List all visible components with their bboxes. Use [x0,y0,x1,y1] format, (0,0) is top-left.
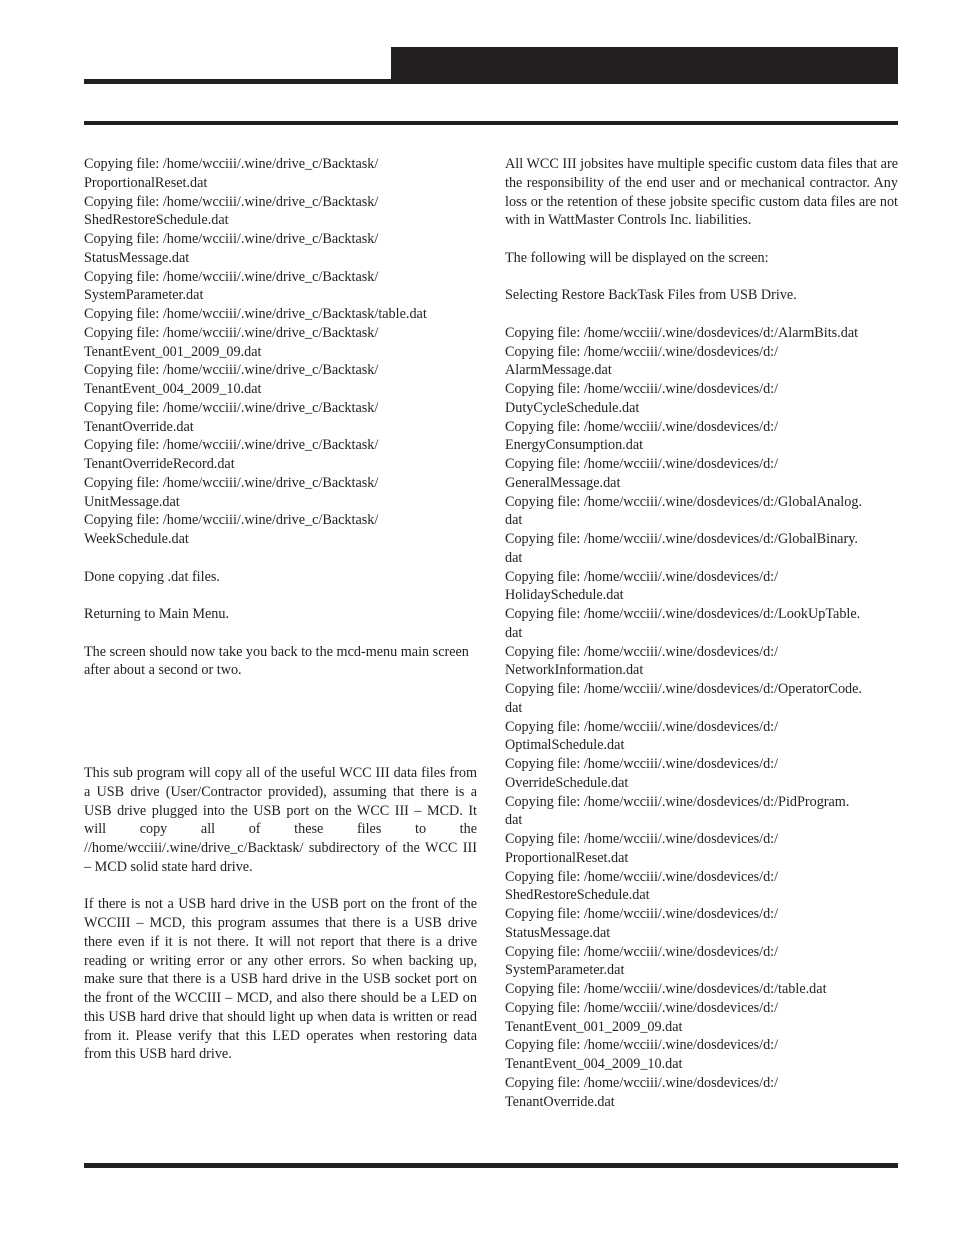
copy-log-line: Copying file: /home/wcciii/.wine/drive_c/Backtask/ [84,362,379,379]
footer-rule [84,1163,898,1168]
copy-log-line: dat [505,624,523,641]
backtask-copy-log [84,155,477,549]
copy-log-line: Copying file: /home/wcciii/.wine/dosdevices/d:/OperatorCode. [505,681,862,697]
copy-log-line: DutyCycleSchedule.dat [505,399,640,416]
copy-log-line: Copying file: /home/wcciii/.wine/dosdevices/d:/ [505,418,779,435]
copy-log-line: Copying file: /home/wcciii/.wine/drive_c/Backtask/ [84,474,379,491]
copy-log-line: ShedRestoreSchedule.dat [84,212,229,229]
header-bar [391,47,898,81]
copy-log-line: dat [505,699,523,716]
copy-log-line: Copying file: /home/wcciii/.wine/drive_c/Backtask/table.dat [84,306,427,322]
returning-text: Returning to Main Menu. [84,606,230,622]
copy-log-line: ShedRestoreSchedule.dat [505,887,650,904]
copy-log-line: Copying file: /home/wcciii/.wine/dosdevices/d:/ [505,999,779,1016]
copy-log-line: SystemParameter.dat [505,962,625,979]
copy-log-line: Copying file: /home/wcciii/.wine/dosdevices/d:/table.dat [505,981,827,997]
copy-log-line: UnitMessage.dat [84,493,180,510]
copy-log-line: WeekSchedule.dat [84,531,189,547]
copy-log-line: Copying file: /home/wcciii/.wine/drive_c/Backtask/ [84,437,379,454]
screen-note-paragraph: The screen should now take you back to the mcd-menu main screen after about a second or two. [84,643,469,679]
copy-log-line: Copying file: /home/wcciii/.wine/dosdevices/d:/GlobalAnalog. [505,493,862,510]
copy-log-line: TenantEvent_001_2009_09.dat [505,1018,683,1035]
copy-log-line: TenantOverride.dat [84,418,194,435]
copy-log-line: Copying file: /home/wcciii/.wine/drive_c/Backtask/ [84,156,379,172]
sub-program-paragraph: This sub program will copy all of the useful WCC III data files from a USB drive (User/Contractor provided), assuming that there is a USB drive plugged into the USB port on the WCC III – MCD. It will copy all of these files to the //home/wcciii/.wine/drive_c/Backtask/ subdirectory of the WCC III – MCD solid state hard drive. [84,765,477,875]
copy-log-line: GeneralMessage.dat [505,474,621,491]
copy-log-line: Copying file: /home/wcciii/.wine/dosdevices/d:/ [505,906,779,922]
copy-log-line: NetworkInformation.dat [505,662,644,679]
copy-log-line: Copying file: /home/wcciii/.wine/dosdevices/d:/ [505,756,779,772]
copy-log-line: Copying file: /home/wcciii/.wine/dosdevices/d:/ [505,1074,779,1091]
copy-log-line: Copying file: /home/wcciii/.wine/dosdevices/d:/LookUpTable. [505,606,861,622]
copy-log-line: TenantEvent_004_2009_10.dat [505,1056,683,1072]
copy-log-line: Copying file: /home/wcciii/.wine/dosdevices/d:/ [505,718,779,735]
copy-log-line: StatusMessage.dat [84,249,190,266]
right-column [505,155,898,1111]
copy-log-line: Copying file: /home/wcciii/.wine/dosdevices/d:/ [505,568,779,585]
usb-warning-paragraph: If there is not a USB hard drive in the USB port on the front of the WCCIII – MCD, this program assumes that there is a USB drive there even if it is not there. It will not report that there is a drive reading or writing error or any other errors. So when backing up, make sure that there is a USB hard drive in the USB socket port on the front of the WCCIII – MCD, and also there should be a LED on this USB hard drive that should light up when data is written or read from it. Please verify that this LED operates when restoring data from this USB hard drive. [84,896,477,1063]
copy-log-line: dat [505,512,523,529]
copy-log-line: Copying file: /home/wcciii/.wine/drive_c/Backtask/ [84,193,379,210]
copy-log-line: Copying file: /home/wcciii/.wine/drive_c/Backtask/ [84,231,379,247]
copy-log-line: StatusMessage.dat [505,924,611,941]
copy-log-line: TenantOverrideRecord.dat [84,456,235,472]
copy-log-line: Copying file: /home/wcciii/.wine/dosdevices/d:/ [505,868,779,885]
copy-log-line: Copying file: /home/wcciii/.wine/dosdevices/d:/ [505,831,779,847]
copy-log-line: Copying file: /home/wcciii/.wine/drive_c/Backtask/ [84,324,379,341]
copy-log-line: Copying file: /home/wcciii/.wine/drive_c/Backtask/ [84,512,379,529]
copy-log-line: Copying file: /home/wcciii/.wine/dosdevices/d:/AlarmBits.dat [505,324,859,341]
copy-log-line: Copying file: /home/wcciii/.wine/dosdevices/d:/ [505,643,779,660]
header-rule [84,79,898,84]
copy-log-line: Copying file: /home/wcciii/.wine/dosdevices/d:/ [505,1037,779,1054]
copy-log-line: EnergyConsumption.dat [505,437,644,454]
copy-log-line: Copying file: /home/wcciii/.wine/dosdevices/d:/ [505,456,779,472]
copy-log-line: Copying file: /home/wcciii/.wine/dosdevices/d:/ [505,381,779,397]
copy-log-line: ProportionalReset.dat [505,849,629,866]
copy-log-line: Copying file: /home/wcciii/.wine/dosdevices/d:/GlobalBinary. [505,531,858,547]
copy-log-line: AlarmMessage.dat [505,362,612,379]
selecting-restore-text: Selecting Restore BackTask Files from USB Drive. [505,287,797,304]
copy-log-line: Copying file: /home/wcciii/.wine/dosdevices/d:/PidProgram. [505,793,850,810]
copy-log-line: dat [505,549,523,566]
copy-log-line: Copying file: /home/wcciii/.wine/dosdevices/d:/ [505,943,779,960]
copy-log-line: SystemParameter.dat [84,287,204,304]
displayed-on-screen-text: The following will be displayed on the screen: [505,249,769,266]
copy-log-line: TenantOverride.dat [505,1093,615,1110]
copy-log-line: OptimalSchedule.dat [505,737,625,754]
copy-log-line: HolidaySchedule.dat [505,587,624,604]
copy-log-line: Copying file: /home/wcciii/.wine/drive_c/Backtask/ [84,399,379,416]
copy-log-line: TenantEvent_001_2009_09.dat [84,343,262,360]
section-rule [84,121,898,125]
copy-log-line: OverrideSchedule.dat [505,774,629,791]
dosdevices-copy-log [505,324,898,1112]
copy-log-line: Copying file: /home/wcciii/.wine/drive_c/Backtask/ [84,268,379,285]
copy-log-line: dat [505,812,523,829]
done-copying-text: Done copying .dat files. [84,568,220,585]
copy-log-line: TenantEvent_004_2009_10.dat [84,381,262,397]
liability-paragraph: All WCC III jobsites have multiple specific custom data files that are the responsibility of the end user and or mechanical contractor. Any loss or the retention of these jobsite specific custom data files are not with in WattMaster Controls Inc. liabilities. [505,156,898,229]
left-column [84,155,477,1064]
copy-log-line: ProportionalReset.dat [84,174,208,191]
copy-log-line: Copying file: /home/wcciii/.wine/dosdevices/d:/ [505,343,779,360]
